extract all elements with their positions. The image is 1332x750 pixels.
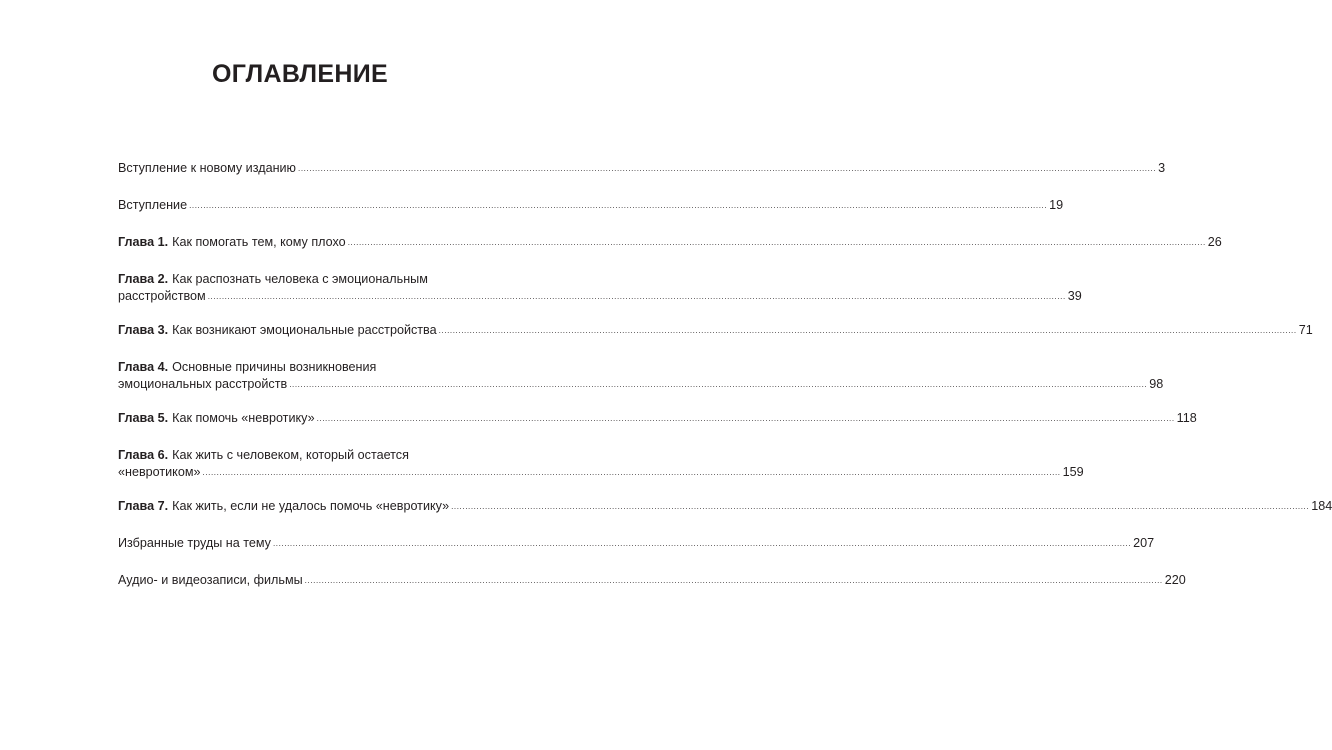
toc-line <box>118 376 1164 394</box>
toc-entry-title: Вступление <box>118 198 188 212</box>
toc-page-number: 159 <box>1062 465 1084 479</box>
toc-entry-title-continued: «невротиком» <box>118 465 201 479</box>
toc-entry-title-continued: эмоциональных расстройств <box>118 377 288 391</box>
toc-entry-title: Основные причины возникновения <box>172 360 377 374</box>
toc-entry-title: Как распознать человека с эмоциональным <box>172 272 428 286</box>
toc-entry-chapter-4 <box>118 359 1164 394</box>
toc-entry-chapter-1 <box>118 234 1222 252</box>
toc-line <box>118 288 1082 306</box>
dot-leader <box>208 288 1066 305</box>
chapter-label: Глава 3. <box>118 323 169 337</box>
toc-line <box>118 197 1064 215</box>
toc-entry-chapter-5 <box>118 410 1197 428</box>
chapter-label: Глава 4. <box>118 360 169 374</box>
dot-leader <box>273 535 1131 552</box>
toc-first-line <box>118 271 476 288</box>
toc-line <box>118 322 1313 340</box>
toc-entry-title: Аудио- и видеозаписи, фильмы <box>118 573 303 587</box>
dot-leader <box>317 410 1175 427</box>
toc-entry-title: Как помогать тем, кому плохо <box>172 235 346 249</box>
toc-first-line <box>118 359 476 376</box>
toc-entry-title: Как возникают эмоциональные расстройства <box>172 323 437 337</box>
toc-entry-intro <box>118 197 1064 215</box>
toc-line <box>118 498 1332 516</box>
chapter-label: Глава 1. <box>118 235 169 249</box>
toc-entry-title: Избранные труды на тему <box>118 536 271 550</box>
toc-entry-chapter-3 <box>118 322 1313 340</box>
toc-entry-chapter-6 <box>118 447 1084 482</box>
chapter-label: Глава 6. <box>118 448 169 462</box>
dot-leader <box>451 498 1309 515</box>
toc-entry-title: Как жить с человеком, который остается <box>172 448 409 462</box>
toc-line <box>118 572 1186 590</box>
toc-entry-selected-works <box>118 535 1155 553</box>
dot-leader <box>298 160 1156 177</box>
toc-line <box>118 234 1222 252</box>
dot-leader <box>305 572 1163 589</box>
dot-leader <box>189 197 1047 214</box>
toc-page-number: 220 <box>1164 573 1186 587</box>
toc-entry-title: Вступление к новому изданию <box>118 161 297 175</box>
dot-leader <box>289 376 1147 393</box>
toc-page-number: 26 <box>1207 235 1222 249</box>
dot-leader <box>203 464 1061 481</box>
toc-line <box>118 410 1197 428</box>
table-of-contents <box>118 160 1332 609</box>
toc-entry-title: Как жить, если не удалось помочь «невротику» <box>172 499 450 513</box>
dot-leader <box>439 322 1297 339</box>
chapter-label: Глава 5. <box>118 411 169 425</box>
page-title: ОГЛАВЛЕНИЕ <box>212 60 388 88</box>
chapter-label: Глава 7. <box>118 499 169 513</box>
chapter-label: Глава 2. <box>118 272 169 286</box>
toc-entry-title-continued: расстройством <box>118 289 206 303</box>
toc-first-line <box>118 447 476 464</box>
toc-line <box>118 464 1084 482</box>
toc-page-number: 207 <box>1133 536 1155 550</box>
toc-page-number: 71 <box>1298 323 1313 337</box>
toc-page-number: 184 <box>1311 499 1332 513</box>
toc-page-number: 3 <box>1158 161 1166 175</box>
toc-entry-chapter-2 <box>118 271 1082 306</box>
toc-entry-intro-new-edition <box>118 160 1166 178</box>
toc-page-number: 118 <box>1176 411 1197 425</box>
toc-page-number: 19 <box>1049 198 1064 212</box>
toc-page-number: 98 <box>1149 377 1164 391</box>
toc-page-number: 39 <box>1067 289 1082 303</box>
toc-line <box>118 160 1166 178</box>
toc-entry-media <box>118 572 1186 590</box>
toc-entry-title: Как помочь «невротику» <box>172 411 315 425</box>
toc-line <box>118 535 1155 553</box>
dot-leader <box>348 234 1206 251</box>
toc-entry-chapter-7 <box>118 498 1332 516</box>
